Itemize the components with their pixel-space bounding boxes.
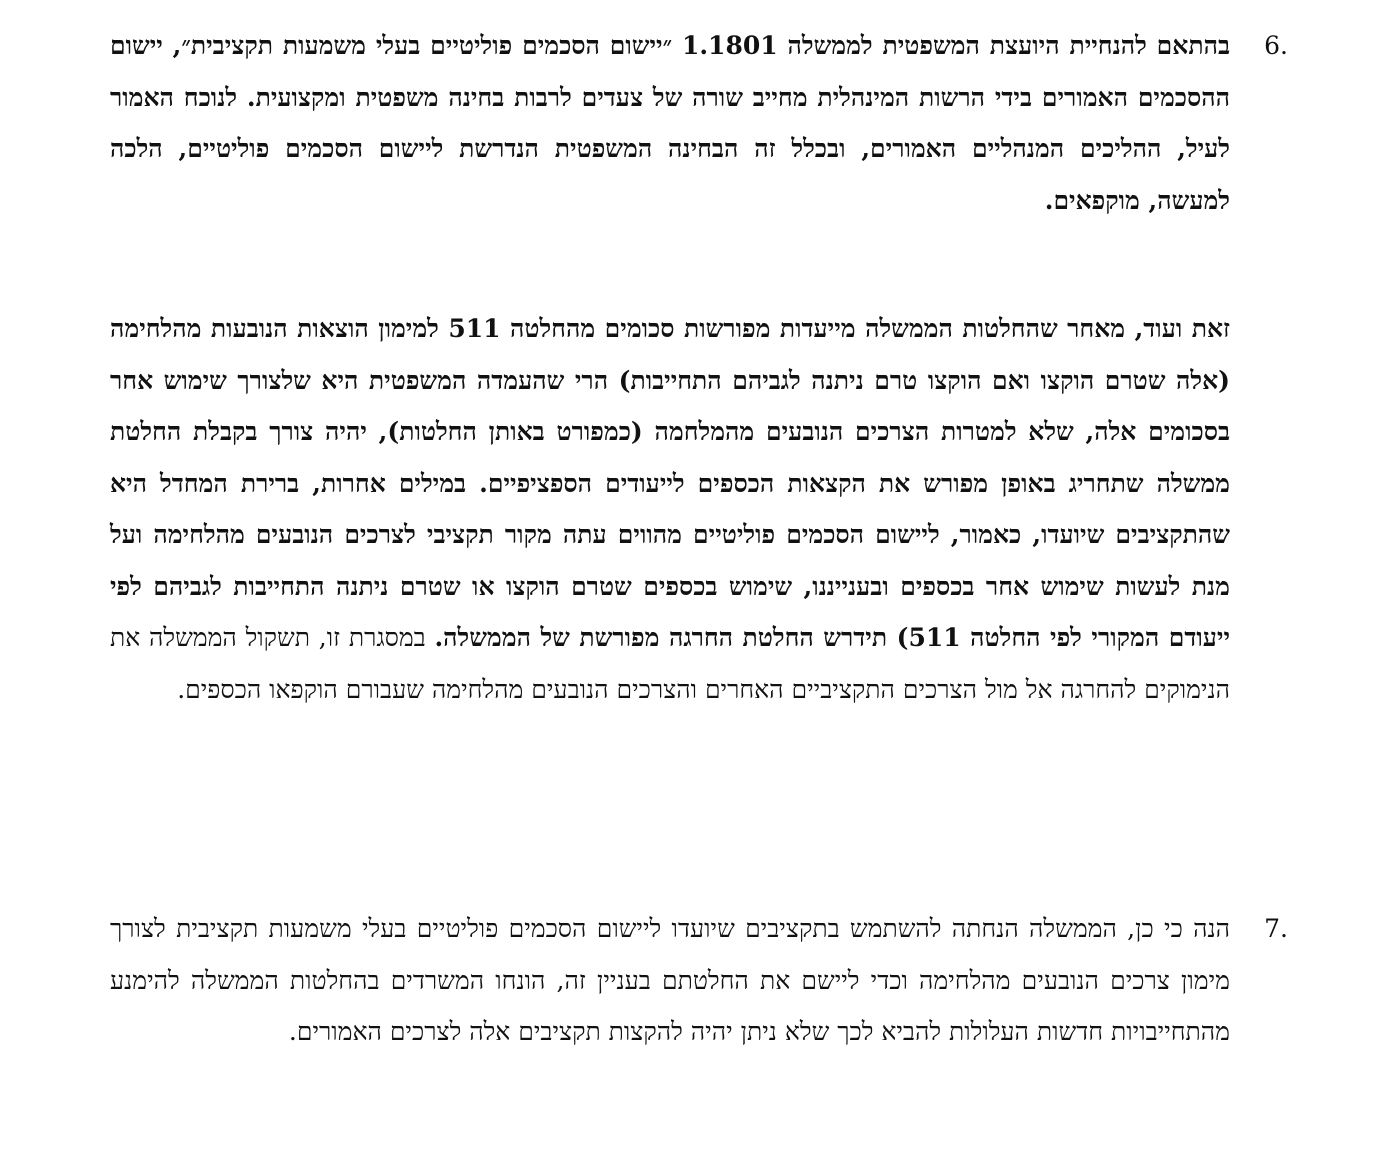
paragraph-6-text: בהתאם להנחיית היועצת המשפטית לממשלה 1.1801 ״יישום הסכמים פוליטיים בעלי משמעות תקציבית״, יישום ההסכמים האמורים בידי הרשות המינהלית מחייב שורה של צעדים לרבות בחינה משפטית ומקצועית. לנוכח האמור לעיל, ההליכים המנהליים האמורים, ובכלל זה הבחינה המשפטית הנדרשת ליישום הסכמים פוליטיים, הלכה למעשה, מוקפאים. bbox=[110, 31, 1230, 215]
paragraph-6-continuation-bold-text: זאת ועוד, מאחר שהחלטות הממשלה מייעדות מפורשות סכומים מהחלטה 511 למימון הוצאות הנובעות מהלחימה (אלה שטרם הוקצו ואם הוקצו טרם ניתנה לגביהם התחייבות) הרי שהעמדה המשפטית היא שלצורך שימוש אחר בסכומים אלה, שלא למטרות הצרכים הנובעים מהמלחמה (כמפורט באותן החלטות), יהיה צורך בקבלת החלטת ממשלה שתחריג באופן מפורש את הקצאות הכספים לייעודים הספציפיים. במילים אחרות, ברירת המחדל היא שהתקציבים שיועדו, כאמור, ליישום הסכמים פוליטיים מהווים עתה מקור תקציבי לצרכים הנובעים מהלחימה ועל מנת לעשות שימוש אחר בכספים ובענייננו, שימוש בכספים שטרם הוקצו או שטרם ניתנה התחייבות לגביהם לפי ייעודם המקורי לפי החלטה 511) תידרש החלטת החרגה מפורשת של הממשלה. bbox=[110, 314, 1231, 652]
paragraph-6-continuation-normal-text: במסגרת זו, תשקול הממשלה את הנימוקים להחרגה אל מול הצרכים התקציביים האחרים והצרכים הנובעים מהלחימה שעבורם הוקפאו הכספים. bbox=[110, 623, 1230, 704]
paragraph-6 bbox=[110, 20, 1288, 226]
paragraph-7-text: הנה כי כן, הממשלה הנחתה להשתמש בתקציבים שיועדו ליישום הסכמים פוליטיים בעלי משמעות תקציבית לצורך מימון צרכים הנובעים מהלחימה וכדי ליישם את החלטתם בעניין זה, הונחו המשרדים בהחלטות הממשלה להימנע מהתחייבויות חדשות העלולות להביא לכך שלא ניתן יהיה להקצות תקציבים אלה לצרכים האמורים. bbox=[110, 914, 1230, 1046]
paragraph-7 bbox=[110, 903, 1288, 1058]
paragraph-number-7: 7. bbox=[1264, 914, 1288, 943]
paragraph-number-6: 6. bbox=[1264, 31, 1288, 60]
paragraph-6-continuation bbox=[110, 303, 1230, 715]
